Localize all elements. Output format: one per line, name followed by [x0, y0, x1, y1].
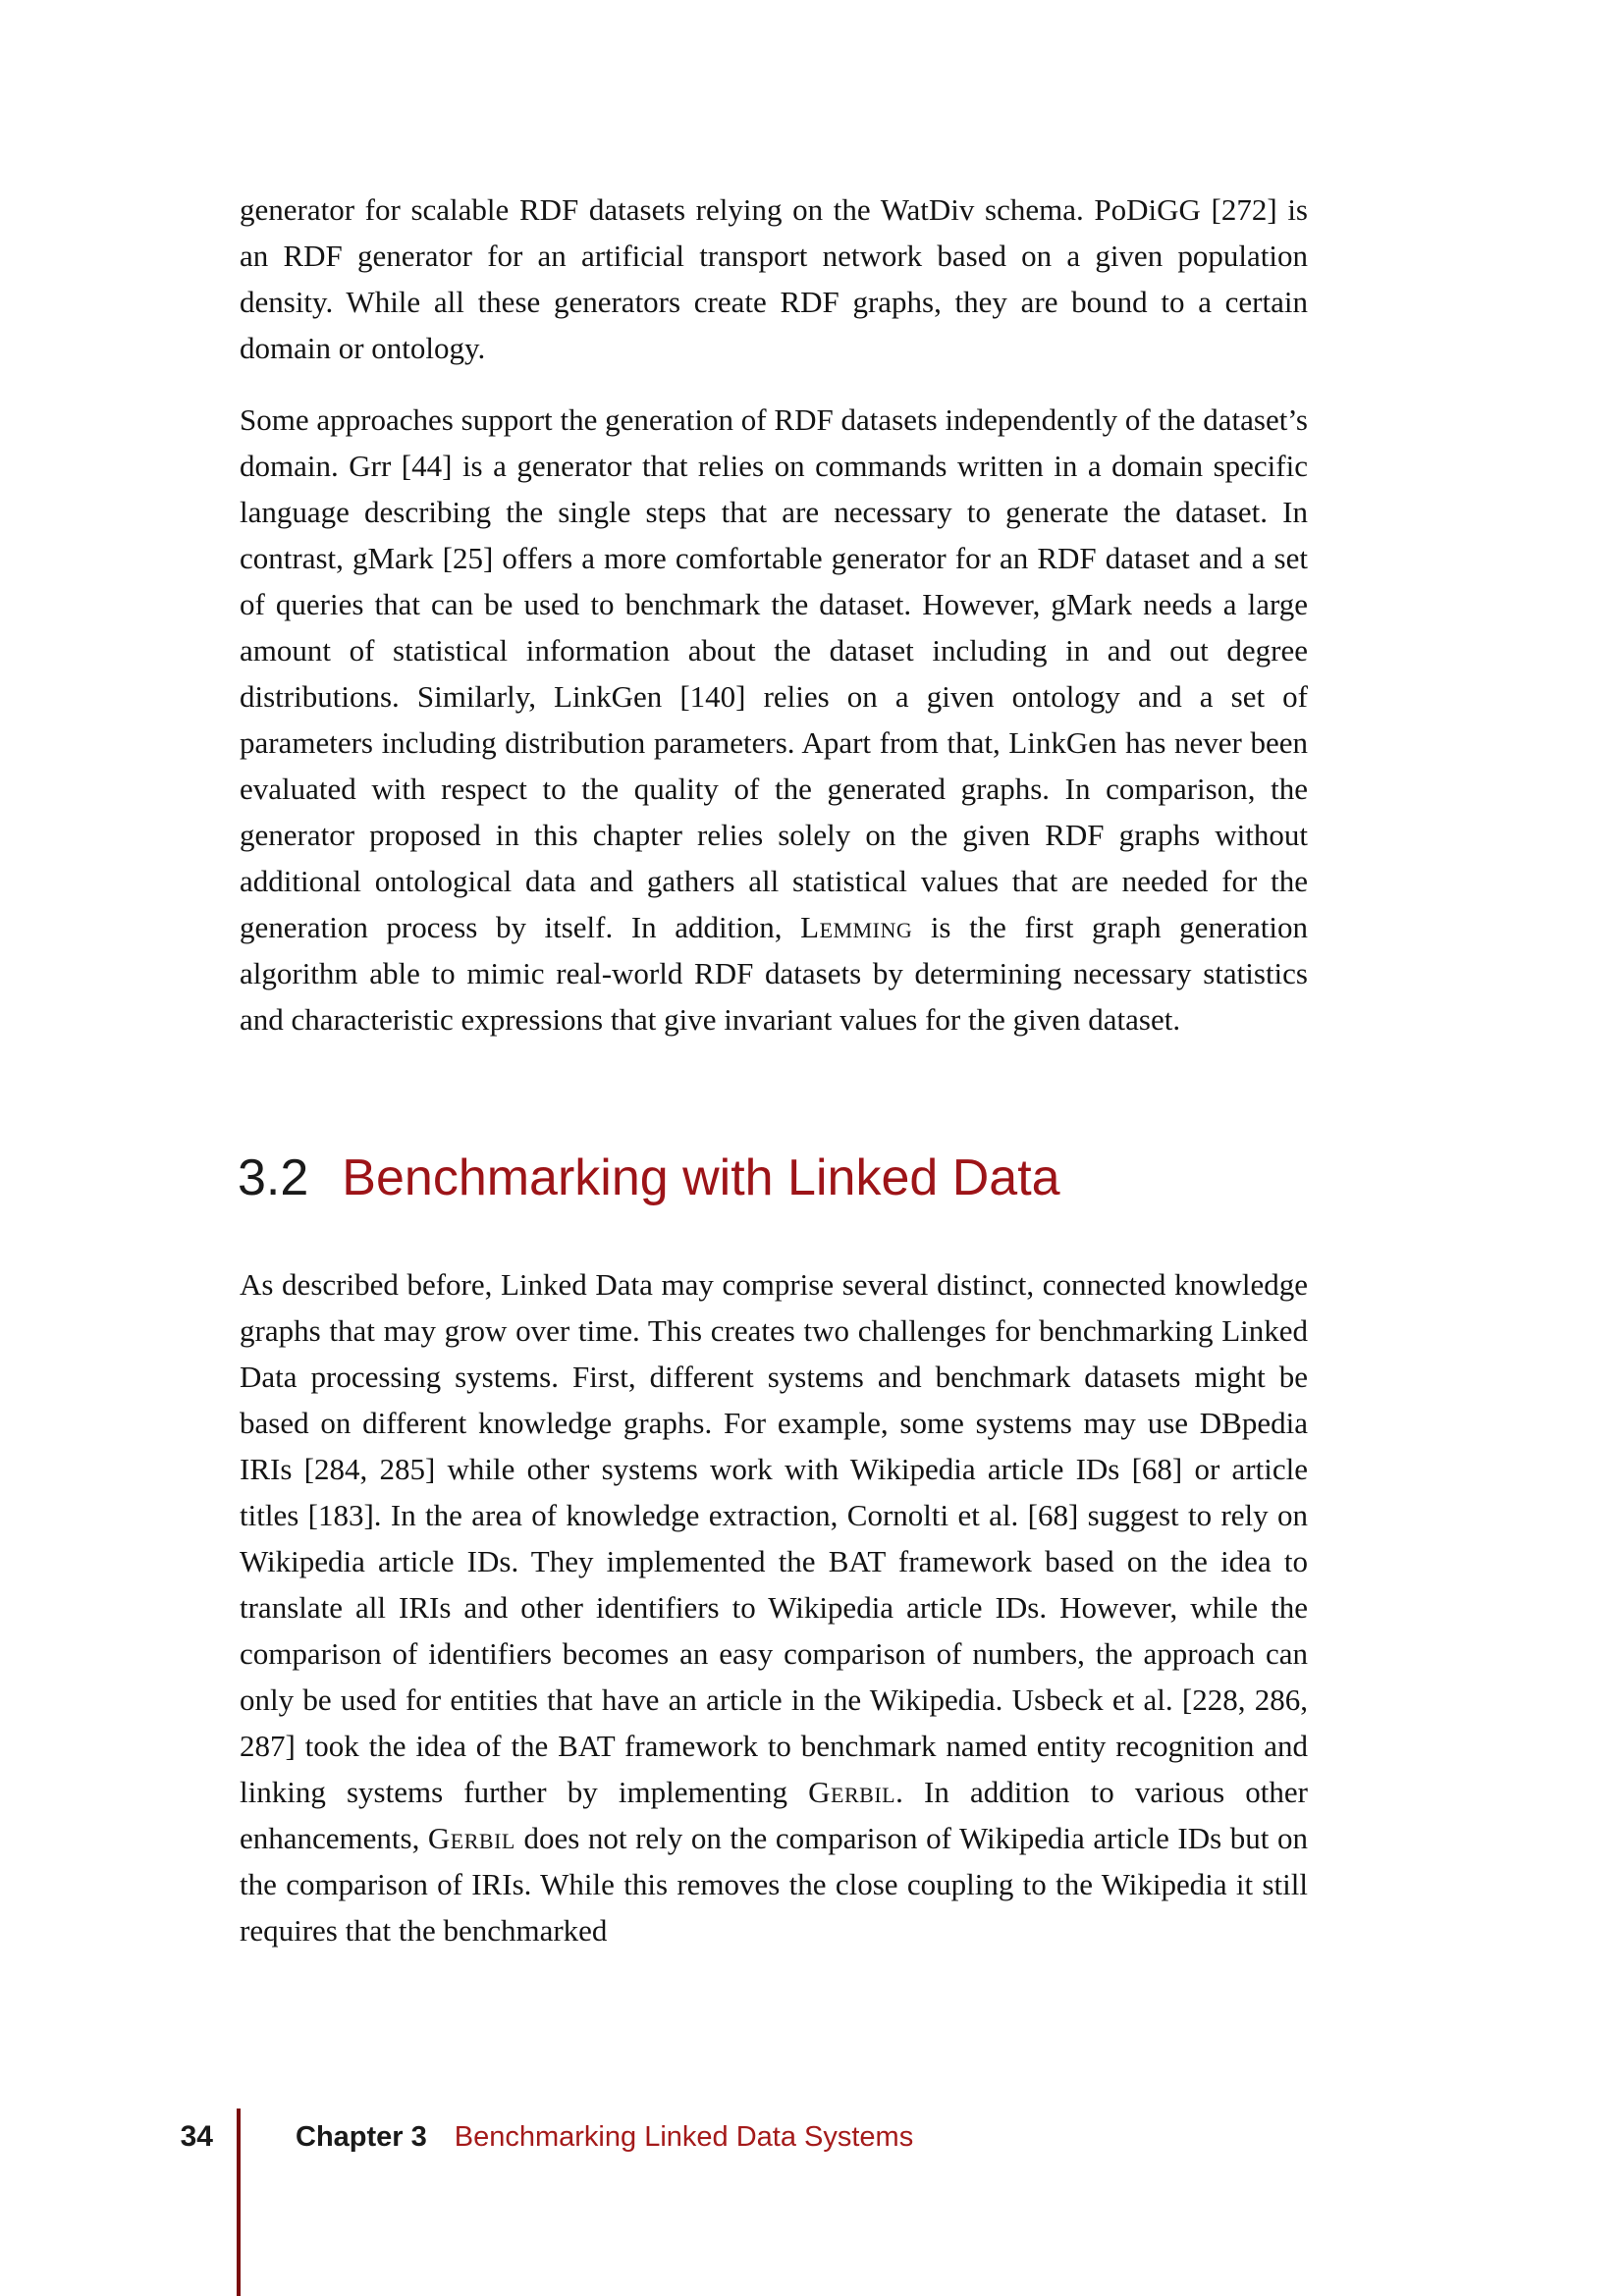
post-section-text: [240, 1261, 1308, 1953]
smallcaps-term: Gerbil: [808, 1775, 896, 1809]
text-run: . In addition to various other enhancements,: [240, 1775, 1308, 1855]
text-run: does not rely on the comparison of Wikipedia article IDs but on the comparison of IRIs. While this removes the close coupling to the Wikipedia it still requires that the benchmarked: [240, 1821, 1308, 1948]
page-number: 34: [180, 2120, 213, 2153]
text-run: As described before, Linked Data may comprise several distinct, connected knowledge graphs that may grow over time. This creates two challenges for benchmarking Linked Data processing systems. First, different systems and benchmark datasets might be based on different knowledge graphs. For example, some systems may use DBpedia IRIs [284, 285] while other systems work with Wikipedia article IDs [68] or article titles [183]. In the area of knowledge extraction, Cornolti et al. [68] suggest to rely on Wikipedia article IDs. They implemented the BAT framework based on the idea to translate all IRIs and other identifiers to Wikipedia article IDs. However, while the comparison of identifiers becomes an easy comparison of numbers, the approach can only be used for entities that have an article in the Wikipedia. Usbeck et al. [228, 286, 287] took the idea of the BAT framework to benchmark named entity recognition and linking systems further by implementing: [240, 1267, 1308, 1809]
smallcaps-term: Lemming: [800, 910, 913, 944]
paragraph-generators: [240, 397, 1308, 1042]
text-run: is the first graph generation algorithm able to mimic real-world RDF datasets by determining necessary statistics and characteristic expressions that give invariant values for the given dataset.: [240, 910, 1308, 1037]
smallcaps-term: Gerbil: [427, 1821, 515, 1855]
footer-running-title: [296, 2121, 913, 2154]
text-run: generator for scalable RDF datasets relying on the WatDiv schema. PoDiGG [272] is an RDF generator for an artificial transport network based on a given population density. While all these generators create RDF graphs, they are bound to a certain domain or ontology.: [240, 192, 1308, 365]
chapter-label: Chapter 3: [296, 2121, 427, 2153]
chapter-title: Benchmarking Linked Data Systems: [454, 2121, 914, 2153]
section-title: Benchmarking with Linked Data: [342, 1149, 1060, 1206]
section-heading: [238, 1150, 1060, 1206]
pre-section-text: [240, 187, 1308, 1042]
section-number: 3.2: [238, 1149, 309, 1206]
footer-rule: [237, 2109, 241, 2296]
text-run: Some approaches support the generation of RDF datasets independently of the dataset’s domain. Grr [44] is a generator that relies on commands written in a domain specific language describing the single steps that are necessary to generate the dataset. In contrast, gMark [25] offers a more comfortable generator for an RDF dataset and a set of queries that can be used to benchmark the dataset. However, gMark needs a large amount of statistical information about the dataset including in and out degree distributions. Similarly, LinkGen [140] relies on a given ontology and a set of parameters including distribution parameters. Apart from that, LinkGen has never been evaluated with respect to the quality of the generated graphs. In comparison, the generator proposed in this chapter relies solely on the given RDF graphs without additional ontological data and gathers all statistical values that are needed for the generation process by itself. In addition,: [240, 402, 1308, 944]
paragraph-continuation: [240, 187, 1308, 371]
paragraph-benchmarking: [240, 1261, 1308, 1953]
